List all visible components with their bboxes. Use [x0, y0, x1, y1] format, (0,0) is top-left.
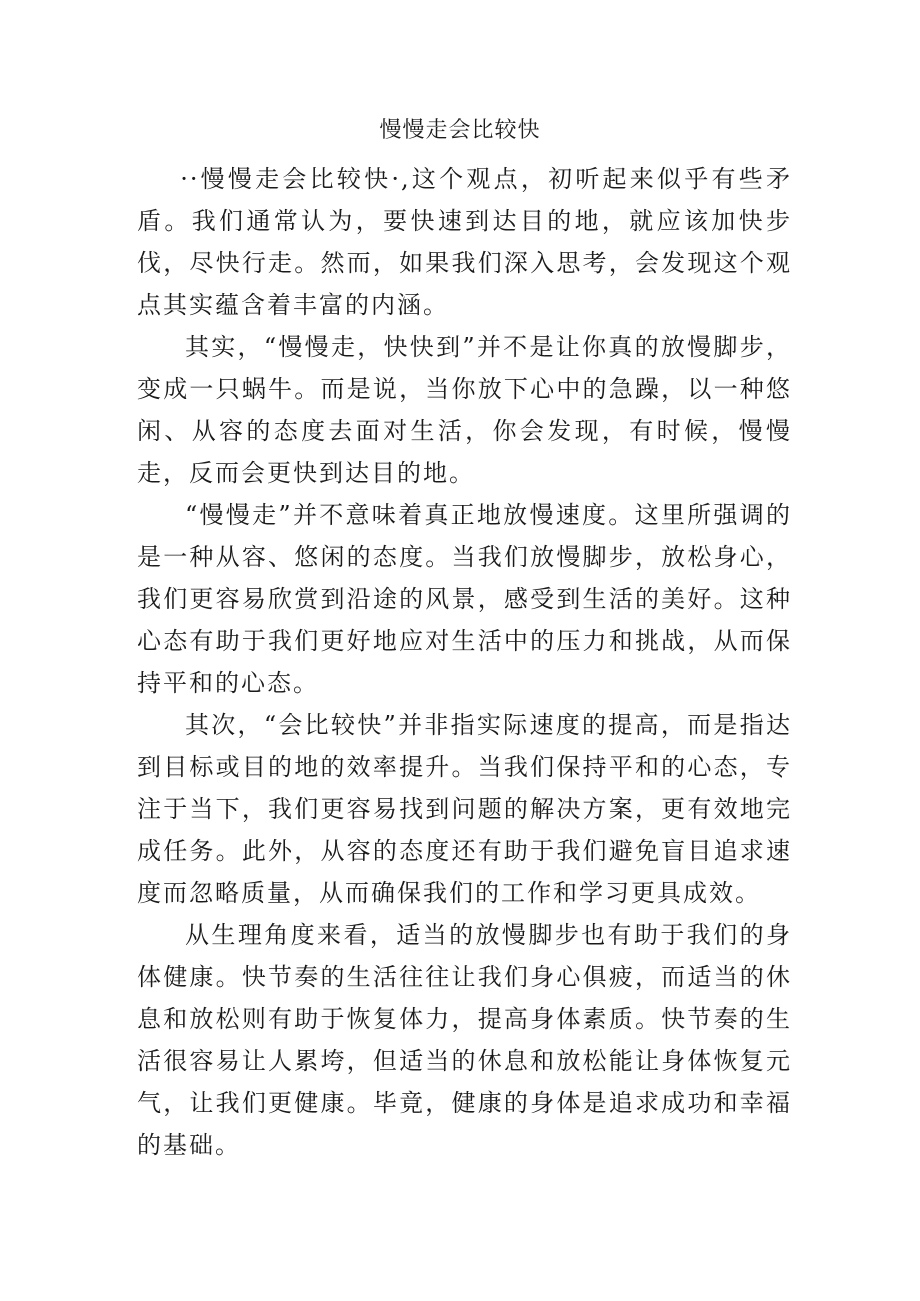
- document-body: [137, 158, 792, 1166]
- document-title: 慢慢走会比较快: [379, 118, 541, 143]
- paragraph-1: ··慢慢走会比较快·,这个观点，初听起来似乎有些矛盾。我们通常认为，要快速到达目的地，就应该加快步伐，尽快行走。然而，如果我们深入思考，会发现这个观点其实蕴含着丰富的内涵。: [137, 165, 792, 319]
- paragraph-4: 其次，“会比较快”并非指实际速度的提高，而是指达到目标或目的地的效率提升。当我们保持平和的心态，专注于当下，我们更容易找到问题的解决方案，更有效地完成任务。此外，从容的态度还有助于我们避免盲目追求速度而忽略质量，从而确保我们的工作和学习更具成效。: [137, 711, 792, 907]
- paragraph-5: 从生理角度来看，适当的放慢脚步也有助于我们的身体健康。快节奏的生活往往让我们身心俱疲，而适当的休息和放松则有助于恢复体力，提高身体素质。快节奏的生活很容易让人累垮，但适当的休息和放松能让身体恢复元气，让我们更健康。毕竟，健康的身体是追求成功和幸福的基础。: [137, 921, 792, 1159]
- paragraph-3: “慢慢走”并不意味着真正地放慢速度。这里所强调的是一种从容、悠闲的态度。当我们放慢脚步，放松身心，我们更容易欣赏到沿途的风景，感受到生活的美好。这种心态有助于我们更好地应对生活中的压力和挑战，从而保持平和的心态。: [137, 501, 792, 697]
- paragraph-2: 其实，“慢慢走，快快到”并不是让你真的放慢脚步，变成一只蜗牛。而是说，当你放下心中的急躁，以一种悠闲、从容的态度去面对生活，你会发现，有时候，慢慢走，反而会更快到达目的地。: [137, 333, 792, 487]
